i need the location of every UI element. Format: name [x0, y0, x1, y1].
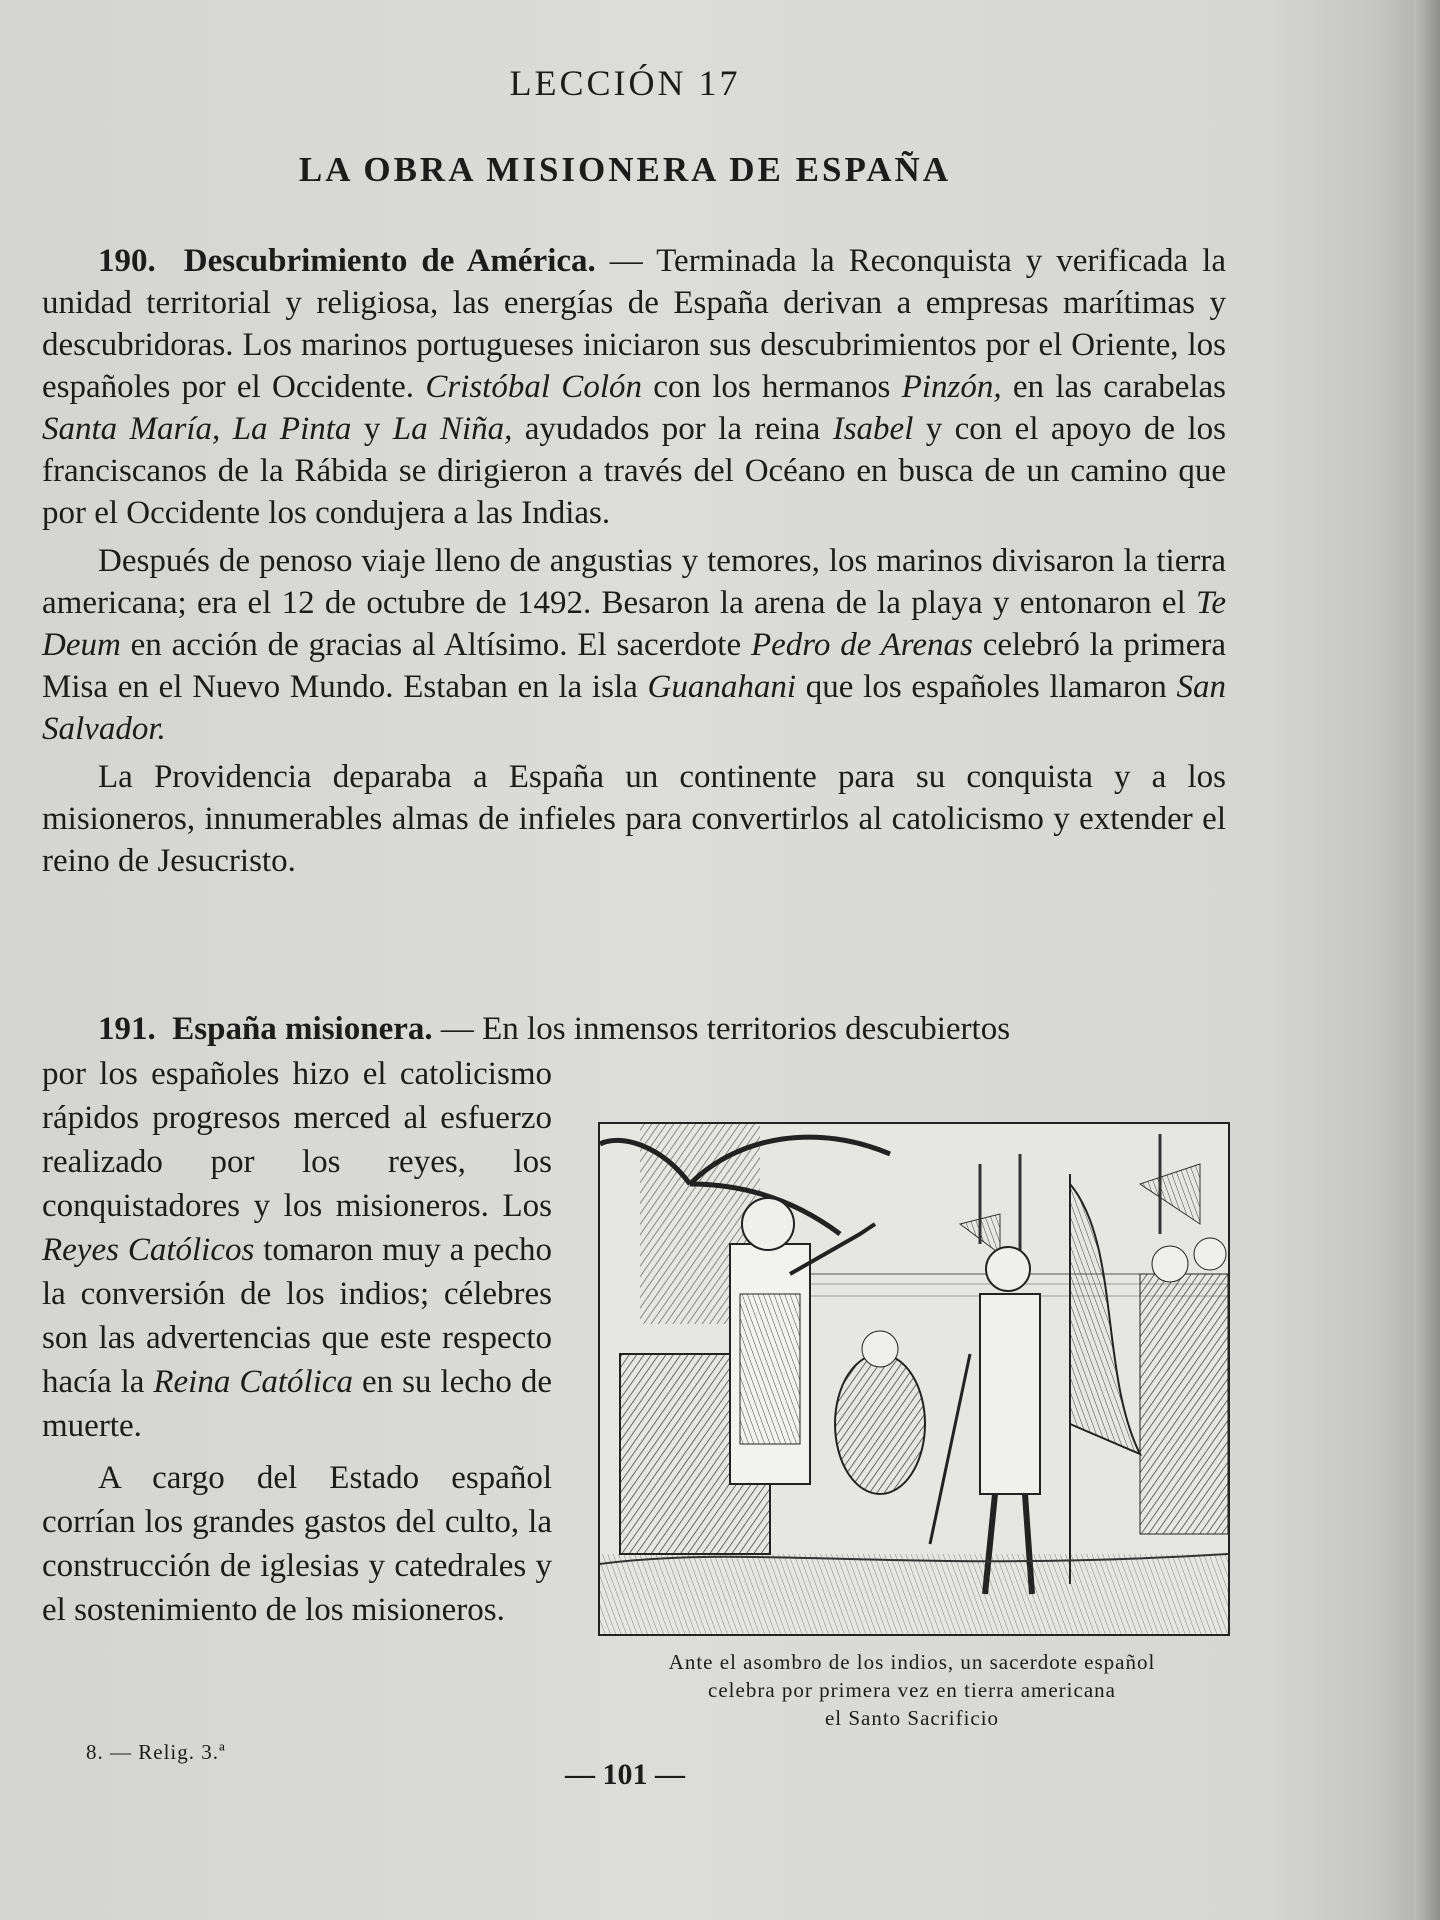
italic-name: Isabel [832, 411, 914, 447]
section-number: 191. [98, 1011, 156, 1047]
italic-name: Cristóbal Colón [425, 369, 642, 405]
italic-name: Reyes Católicos [42, 1232, 255, 1268]
printer-signature: 8. — Relig. 3.ª [86, 1740, 226, 1764]
section-191-paragraph-2: A cargo del Estado español corrían los grandes gastos del culto, la construcción de iglesias y catedrales y el sostenimiento de los misioneros. [42, 1460, 552, 1628]
text-run: en su lecho de muerte. [42, 1364, 552, 1444]
page-number: — 101 — [565, 1758, 685, 1791]
text-run: y [351, 411, 393, 447]
text-run: Después de penoso viaje lleno de angustias y temores, los marinos divisaron la tierra americana; era el 12 de octubre de 1492. Besaron la arena de la playa y entonaron el [42, 543, 1226, 621]
text-run: con los hermanos [642, 369, 902, 405]
text-run: en las carabelas [1001, 369, 1227, 405]
italic-name: Guanahani [647, 669, 797, 705]
italic-name: La Niña, [392, 411, 513, 447]
figure-caption [594, 1648, 1230, 1732]
section-heading: Descubrimiento de América. [183, 243, 596, 279]
section-191-column [42, 1052, 552, 1640]
text-run: en acción de gracias al Altísimo. El sacerdote [120, 627, 751, 663]
caption-line: celebra por primera vez en tierra americana [708, 1678, 1116, 1702]
section-191-paragraph-1 [42, 1052, 552, 1448]
page-binding [1414, 0, 1440, 1920]
section-190 [42, 228, 1226, 888]
section-190-paragraph-3: La Providencia deparaba a España un continente para su conquista y a los misioneros, innumerables almas de infieles para convertirlos al catolicismo y extender el reino de Jesucristo. [42, 759, 1226, 879]
section-191-lead [42, 1008, 1226, 1050]
italic-name: Te Deum [42, 585, 1226, 663]
text-run: que los españoles llamaron [796, 669, 1177, 705]
lesson-title: LA OBRA MISIONERA DE ESPAÑA [298, 150, 952, 189]
engraving-illustration [598, 1122, 1230, 1636]
italic-name: Reina Católica [153, 1364, 353, 1400]
text-run: ayudados por la reina [512, 411, 833, 447]
italic-name: Santa María, La Pinta [42, 411, 352, 447]
caption-line: el Santo Sacrificio [824, 1706, 1000, 1730]
text-run: por los españoles hizo el catolicismo rápidos progresos merced al esfuerzo realizado por los reyes, los conquistadores y los misioneros. Los [42, 1056, 552, 1224]
italic-name: Pinzón, [901, 369, 1002, 405]
italic-name: Pedro de Arenas [750, 627, 973, 663]
text-run: — En los inmensos territorios descubiertos [432, 1011, 1011, 1047]
text-run: celebró la primera Misa en el Nuevo Mundo. Estaban en la isla [42, 627, 1226, 705]
lesson-number: LECCIÓN 17 [509, 63, 741, 103]
italic-name: San Salvador. [42, 669, 1226, 747]
section-190-paragraph-2 [42, 540, 1226, 750]
caption-line: Ante el asombro de los indios, un sacerdote español [668, 1650, 1156, 1674]
section-number: 190. [98, 243, 156, 279]
text-run: y con el apoyo de los franciscanos de la Rábida se dirigieron a través del Océano en busca de un camino que por el Occidente los condujera a las Indias. [42, 411, 1226, 531]
text-run: tomaron muy a pecho la conversión de los indios; célebres son las advertencias que este respecto hacía la [42, 1232, 552, 1400]
text-run: — Terminada la Reconquista y verificada la unidad territorial y religiosa, las energías de España derivan a empresas marítimas y descubridoras. Los marinos portugueses iniciaron sus descubrimientos por el Oriente, los españoles por el Occidente. [42, 243, 1227, 405]
first-mass-engraving [600, 1124, 1228, 1634]
section-190-paragraph-1 [42, 240, 1226, 534]
section-heading: España misionera. [172, 1011, 433, 1047]
